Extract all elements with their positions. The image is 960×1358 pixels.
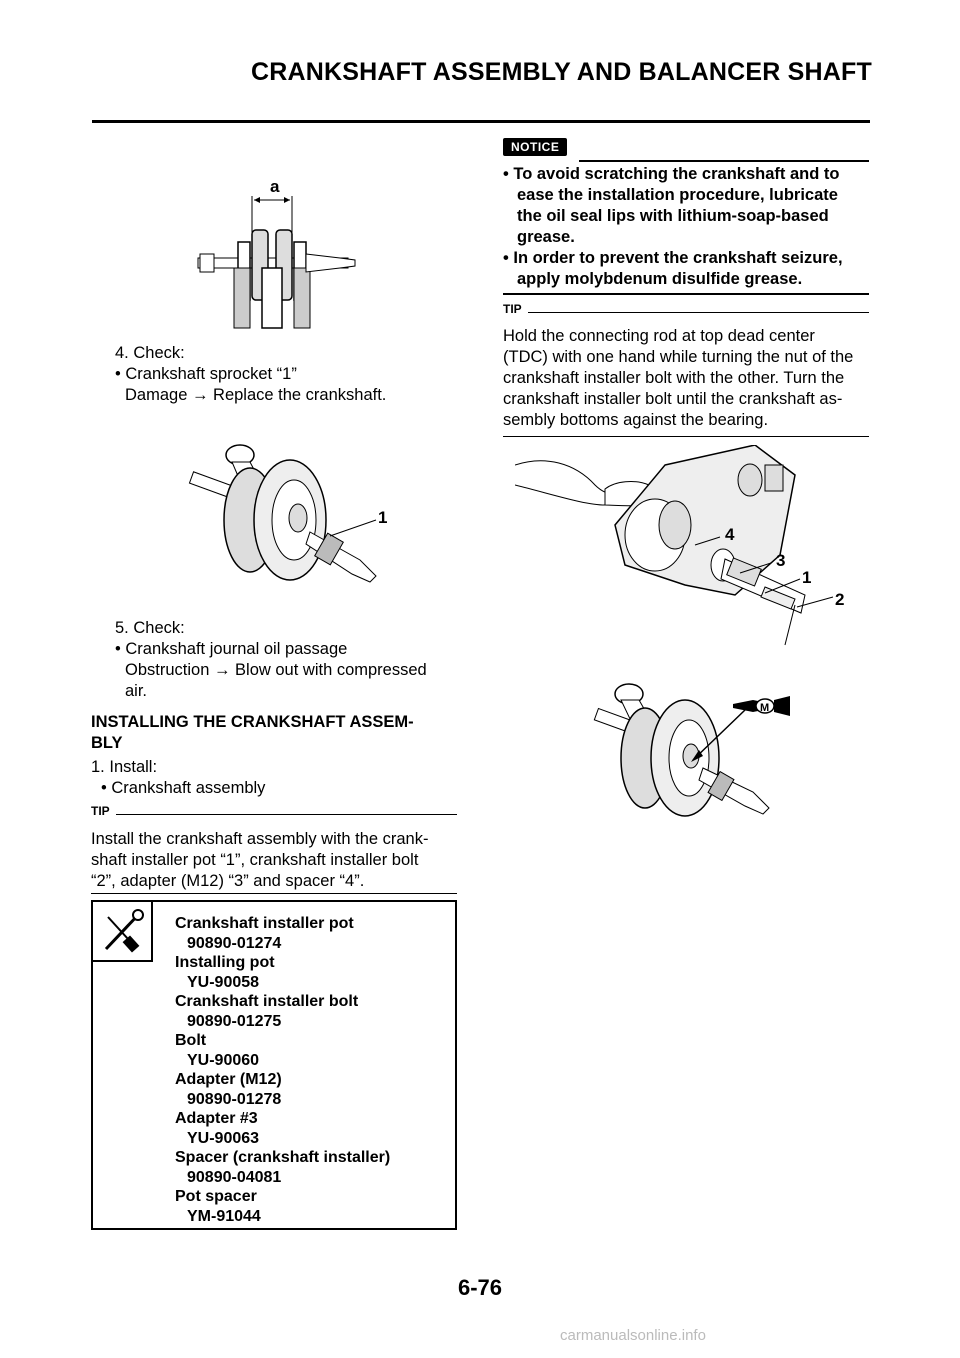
section-heading-line-2: BLY — [91, 734, 123, 752]
crankshaft-grease-figure — [585, 680, 805, 835]
watermark: carmanualsonline.info — [560, 1327, 706, 1344]
tool-name: Installing pot — [175, 954, 275, 971]
tool-icon-cell — [93, 902, 153, 962]
right-tip-line-3: crankshaft installer bolt with the other. Turn the — [503, 369, 845, 387]
right-tip-line-5: sembly bottoms against the bearing. — [503, 411, 769, 429]
step-4-bullet: • Crankshaft sprocket “1” — [115, 365, 297, 383]
tool-code: YU-90060 — [187, 1051, 260, 1069]
tool-name: Crankshaft installer bolt — [175, 993, 359, 1010]
step-5-action-1: Obstruction → Blow out with compressed — [125, 661, 427, 679]
notice-line-4: grease. — [517, 228, 575, 246]
left-tip-body — [91, 829, 461, 892]
tool-code: 90890-01274 — [187, 934, 282, 952]
notice-end-rule — [503, 293, 869, 295]
left-tip-line-1: Install the crankshaft assembly with the crank- — [91, 830, 429, 848]
figure-label-2: 2 — [835, 590, 845, 609]
right-tip-line-4: crankshaft installer bolt until the crankshaft as- — [503, 390, 843, 408]
tool-code: YU-90063 — [187, 1129, 260, 1147]
tool-code: YM-91044 — [187, 1207, 261, 1225]
step-5-label: Check: — [133, 619, 185, 637]
notice-line-2: ease the installation procedure, lubricate — [517, 186, 838, 204]
left-tip-line-2: shaft installer pot “1”, crankshaft installer bolt — [91, 851, 419, 869]
tool-code: 90890-04081 — [187, 1168, 282, 1186]
page-title: CRANKSHAFT ASSEMBLY AND BALANCER SHAFT — [250, 58, 872, 86]
figure-label-1: 1 — [378, 508, 388, 527]
notice-line-3: the oil seal lips with lithium-soap-based — [517, 207, 829, 225]
notice-header — [503, 138, 869, 162]
figure-label-3: 3 — [776, 551, 786, 570]
left-tip-end-rule — [91, 893, 457, 894]
step-1-bullet: • Crankshaft assembly — [101, 779, 266, 797]
right-tip-header — [503, 302, 869, 316]
step-4-action: Damage → Replace the crankshaft. — [125, 386, 387, 404]
figure-label-a: a — [270, 177, 280, 196]
step-5 — [115, 618, 460, 702]
crankshaft-sprocket-figure — [180, 440, 400, 600]
right-tip-body — [503, 326, 875, 431]
right-tip-line-2: (TDC) with one hand while turning the nut of the — [503, 348, 854, 366]
step-1 — [91, 757, 451, 799]
step-4-number: 4. — [115, 344, 129, 362]
crankshaft-installer-figure — [515, 445, 870, 660]
tool-name: Pot spacer — [175, 1188, 257, 1205]
tool-code: 90890-01275 — [187, 1012, 282, 1030]
section-heading-line-1: INSTALLING THE CRANKSHAFT ASSEM- — [91, 713, 414, 731]
tool-name: Adapter (M12) — [175, 1071, 282, 1088]
notice-body — [503, 164, 873, 290]
left-tip-header — [91, 804, 457, 818]
step-1-label: Install: — [109, 758, 158, 776]
right-tip-line-1: Hold the connecting rod at top dead center — [503, 327, 815, 345]
section-heading — [91, 712, 461, 754]
tool-name: Crankshaft installer pot — [175, 915, 354, 932]
step-5-bullet: • Crankshaft journal oil passage — [115, 640, 348, 658]
figure-label-1: 1 — [802, 568, 812, 587]
right-tip-label: TIP — [503, 302, 522, 316]
step-1-number: 1. — [91, 758, 105, 776]
figure-label-4: 4 — [725, 525, 735, 544]
crankshaft-side-figure — [190, 172, 370, 332]
tool-code: YU-90058 — [187, 973, 260, 991]
tool-name: Adapter #3 — [175, 1110, 258, 1127]
notice-label: NOTICE — [503, 138, 567, 156]
page-number: 6-76 — [457, 1275, 503, 1300]
step-5-action-2: air. — [125, 682, 148, 700]
notice-line-6: apply molybdenum disulfide grease. — [517, 270, 803, 288]
notice-line-5: • In order to prevent the crankshaft seizure, — [503, 249, 843, 267]
step-5-number: 5. — [115, 619, 129, 637]
step-4-label: Check: — [133, 344, 185, 362]
special-tools-box — [91, 900, 457, 1230]
step-4 — [115, 343, 455, 406]
header-rule — [92, 120, 870, 123]
left-tip-label: TIP — [91, 804, 110, 818]
tool-code: 90890-01278 — [187, 1090, 282, 1108]
notice-line-1: • To avoid scratching the crankshaft and to — [503, 165, 840, 183]
wrench-screwdriver-icon — [94, 903, 150, 959]
left-tip-line-3: “2”, adapter (M12) “3” and spacer “4”. — [91, 872, 365, 890]
tool-name: Bolt — [175, 1032, 207, 1049]
tools-list — [175, 914, 390, 1226]
right-tip-end-rule — [503, 436, 869, 437]
grease-symbol-label: M — [760, 702, 770, 714]
tool-name: Spacer (crankshaft installer) — [175, 1149, 391, 1166]
